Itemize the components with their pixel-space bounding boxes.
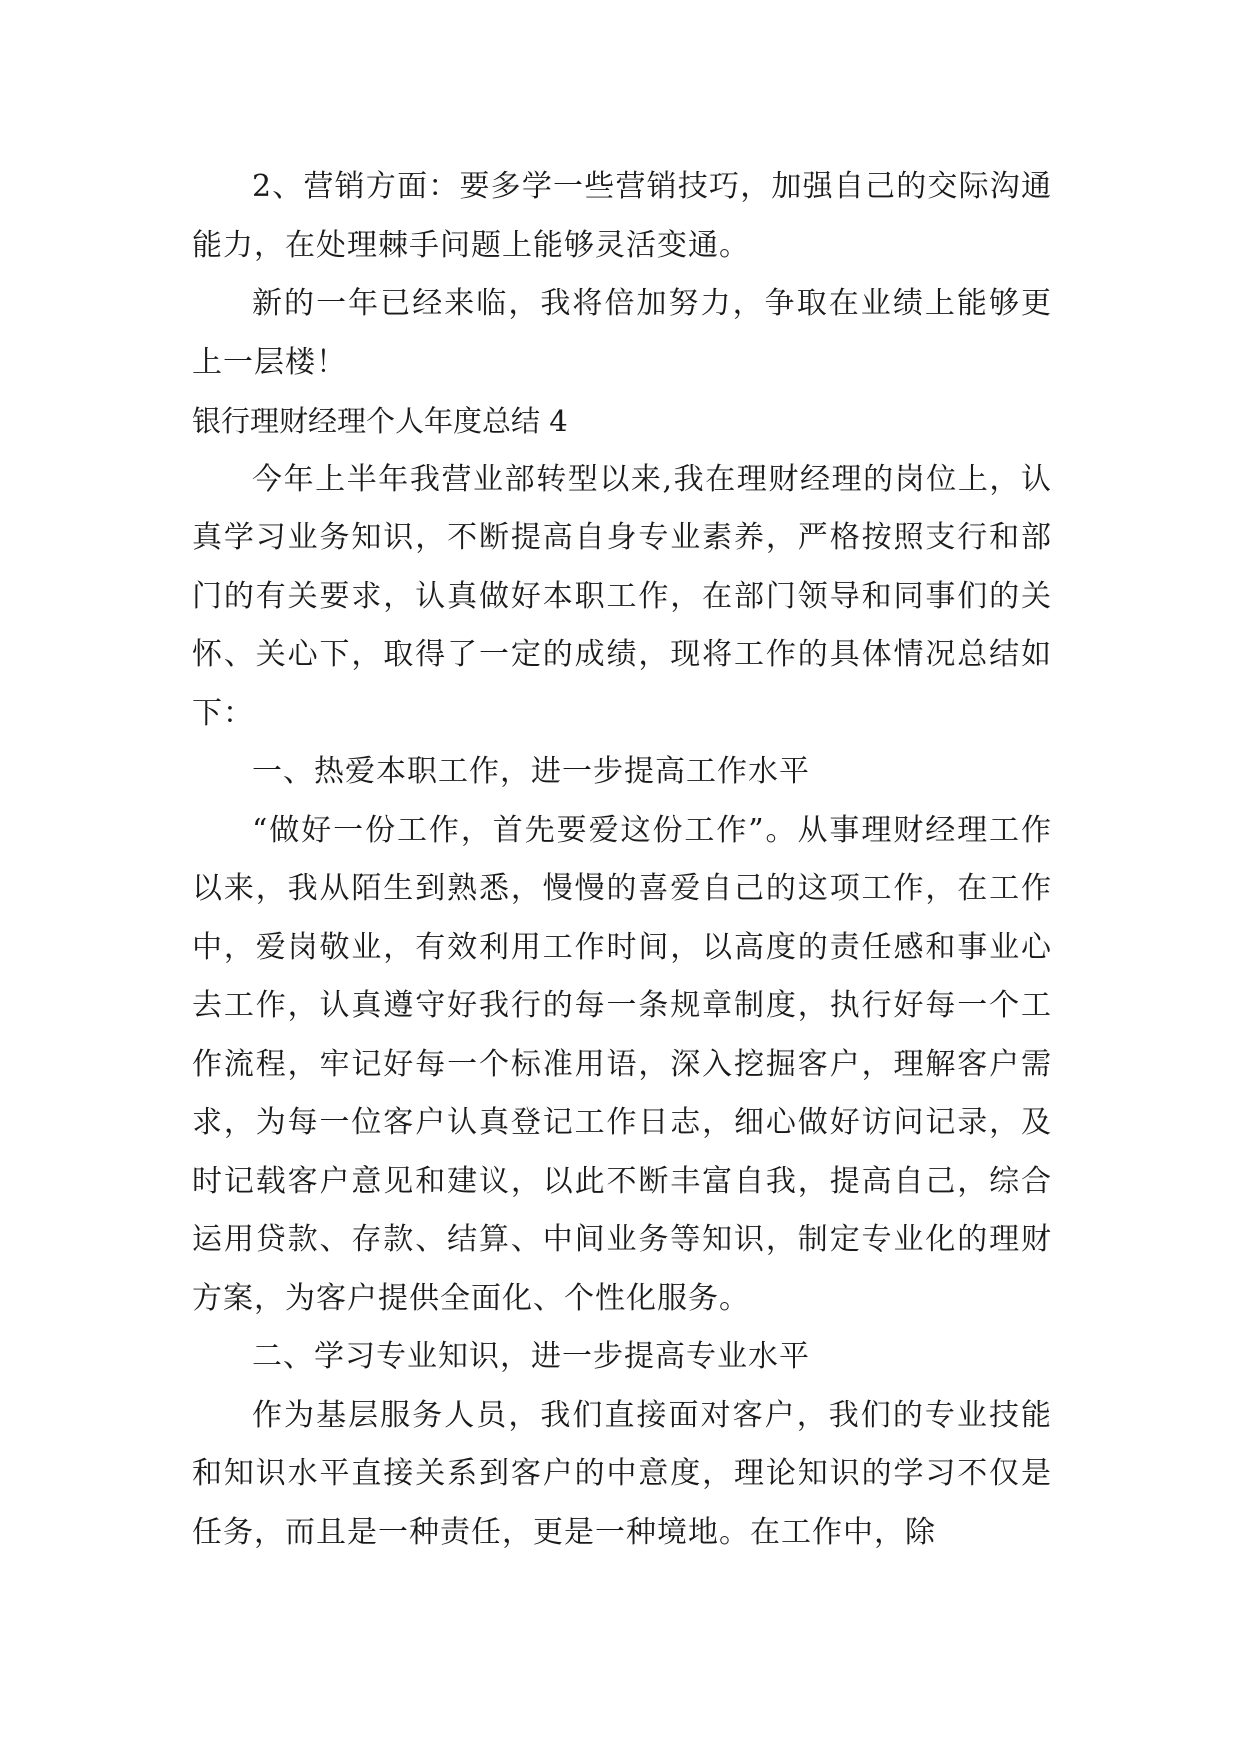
subheading-study: 二、学习专业知识，进一步提高专业水平 (252, 1339, 810, 1374)
paragraph-intro: 今年上半年我营业部转型以来,我在理财经理的岗位上，认真学习业务知识，不断提高自身专业素养，严格按照支行和部门的有关要求，认真做好本职工作，在部门领导和同事们的关怀、关心下，取得了一定的成绩，现将工作的具体情况总结如下： (192, 461, 1052, 731)
section-title: 银行理财经理个人年度总结 4 (192, 404, 568, 438)
paragraph-marketing: 2、营销方面：要多学一些营销技巧，加强自己的交际沟通能力，在处理棘手问题上能够灵活变通。 (192, 169, 1052, 263)
subheading-love-work: 一、热爱本职工作，进一步提高工作水平 (252, 754, 810, 789)
paragraph-new-year: 新的一年已经来临，我将倍加努力，争取在业绩上能够更上一层楼！ (192, 286, 1052, 380)
document-content (192, 158, 1052, 1562)
paragraph-study: 作为基层服务人员，我们直接面对客户，我们的专业技能和知识水平直接关系到客户的中意度，理论知识的学习不仅是任务，而且是一种责任，更是一种境地。在工作中，除 (192, 1397, 1052, 1550)
paragraph-love-work: “做好一份工作，首先要爱这份工作”。从事理财经理工作以来，我从陌生到熟悉，慢慢的喜爱自己的这项工作，在工作中，爱岗敬业，有效利用工作时间，以高度的责任感和事业心去工作，认真遵守好我行的每一条规章制度，执行好每一个工作流程，牢记好每一个标准用语，深入挖掘客户，理解客户需求，为每一位客户认真登记工作日志，细心做好访问记录，及时记载客户意见和建议，以此不断丰富自我，提高自己，综合运用贷款、存款、结算、中间业务等知识，制定专业化的理财方案，为客户提供全面化、个性化服务。 (192, 812, 1052, 1316)
